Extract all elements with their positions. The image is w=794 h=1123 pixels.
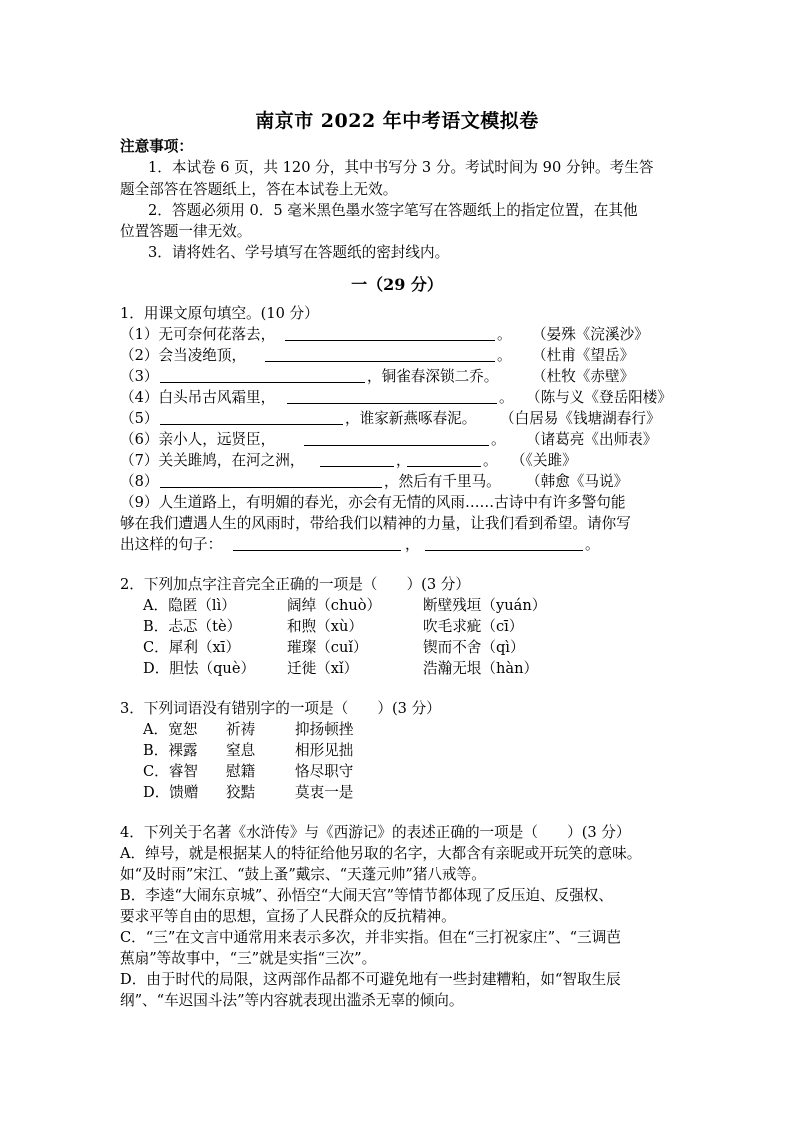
q1-item-7-comma: ，	[396, 452, 411, 469]
q1-item-5-after: ，谁家新燕啄春泥。	[345, 410, 477, 427]
q3-option-d: D．馈赠	[143, 784, 199, 801]
q2-option-d: D．胆怯（què）	[143, 660, 256, 677]
q3-option-c: C．睿智	[143, 763, 198, 780]
answer-blank[interactable]	[287, 389, 497, 404]
q4-line: D．由于时代的局限，这两部作品都不可避免地有一些封建糟粕，如“智取生辰	[120, 971, 621, 988]
question-2-stem: 2．下列加点字注音完全正确的一项是（ ）(3 分）	[120, 576, 470, 593]
q1-item-8-after: ，然后有千里马。	[384, 473, 501, 490]
q2-option-c-idiom: 锲而不舍（qì）	[423, 639, 525, 656]
q2-option-a-word: 阔绰（chuò）	[287, 597, 382, 614]
answer-blank[interactable]	[285, 326, 495, 341]
q1-item-1-text: （1）无可奈何花落去，	[120, 326, 276, 343]
notice-heading: 注意事项：	[120, 138, 193, 155]
answer-blank[interactable]	[320, 452, 394, 467]
notice-line: 位置答题一律无效。	[120, 223, 252, 240]
answer-blank[interactable]	[160, 368, 365, 383]
q1-item-6-text: （6）亲小人，远贤臣，	[120, 431, 276, 448]
q1-item-4-source: （陈与义《登岳阳楼》	[526, 389, 672, 406]
answer-blank[interactable]	[425, 536, 583, 551]
q1-item-8-source: （韩愈《马说》	[526, 473, 629, 490]
q1-item-3-after: ，铜雀春深锁二乔。	[367, 368, 499, 385]
q3-option-c-word: 慰籍	[226, 763, 256, 780]
q2-option-d-idiom: 浩瀚无垠（hàn）	[423, 660, 539, 677]
q1-item-9-line: （9）人生道路上，有明媚的春光，亦会有无情的风雨……古诗中有许多警句能	[120, 494, 626, 511]
q3-option-a-idiom: 抑扬顿挫	[295, 721, 354, 738]
answer-blank[interactable]	[265, 347, 495, 362]
q1-item-3-text: （3）	[120, 368, 159, 385]
q1-item-7-end: 。	[483, 452, 498, 469]
notice-line: 3．请将姓名、学号填写在答题纸的密封线内。	[148, 244, 450, 261]
q4-line: A．绰号，就是根据某人的特征给他另取的名字，大都含有亲昵或开玩笑的意味。	[120, 845, 642, 862]
answer-blank[interactable]	[304, 431, 489, 446]
q3-option-b-word: 窒息	[226, 742, 256, 759]
q1-item-2-source: （杜甫《望岳》	[532, 347, 635, 364]
q2-option-b-word: 和煦（xù）	[287, 618, 364, 635]
q1-item-9-end: 。	[585, 536, 600, 553]
page-title: 南京市 2022 年中考语文模拟卷	[255, 110, 539, 132]
q4-line: 如“及时雨”宋江、“鼓上蚤”戴宗、“天蓬元帅”猪八戒等。	[120, 866, 486, 883]
answer-blank[interactable]	[160, 410, 343, 425]
q2-option-a-idiom: 断壁残垣（yuán）	[423, 597, 547, 614]
q4-line: 蕉扇”等故事中，“三”就是实指“三次”。	[120, 950, 377, 967]
q2-option-a: A．隐匿（lì）	[143, 597, 236, 614]
q1-item-4-end: 。	[499, 389, 514, 406]
q1-item-7-text: （7）关关雎鸠，在河之洲，	[120, 452, 305, 469]
q1-item-6-source: （诸葛亮《出师表》	[526, 431, 658, 448]
q3-option-b: B．裸露	[143, 742, 198, 759]
question-1-stem: 1．用课文原句填空。(10 分）	[120, 305, 319, 322]
answer-blank[interactable]	[233, 536, 401, 551]
q1-item-3-source: （杜牧《赤壁》	[532, 368, 635, 385]
q3-option-a-word: 祈祷	[226, 721, 256, 738]
q2-option-b-idiom: 吹毛求疵（cī）	[423, 618, 524, 635]
q1-item-9-sep: ，	[405, 536, 420, 553]
section-heading: 一（29 分）	[351, 275, 443, 294]
notice-line: 题全部答在答题纸上，答在本试卷上无效。	[120, 181, 398, 198]
q1-item-5-source: （白居易《钱塘湖春行》	[500, 410, 661, 427]
q1-item-2-text: （2）会当凌绝顶，	[120, 347, 247, 364]
q1-item-1-end: 。	[497, 326, 512, 343]
q3-option-d-word: 狡黠	[226, 784, 256, 801]
q4-line: B．李逵“大闹东京城”、孙悟空“大闹天宫”等情节都体现了反压迫、反强权、	[120, 887, 613, 904]
q4-line: 纲”、“车迟国斗法”等内容就表现出滥杀无辜的倾向。	[120, 992, 464, 1009]
question-4-stem: 4．下列关于名著《水浒传》与《西游记》的表述正确的一项是（ ）(3 分）	[120, 824, 631, 841]
q2-option-c-word: 璀璨（cuǐ）	[287, 639, 368, 656]
q2-option-d-word: 迁徙（xǐ）	[287, 660, 359, 677]
q3-option-d-idiom: 莫衷一是	[295, 784, 354, 801]
q3-option-a: A．宽恕	[143, 721, 198, 738]
q1-item-7-source: （《关雎》	[511, 452, 577, 469]
q3-option-c-idiom: 恪尽职守	[295, 763, 354, 780]
q1-item-4-text: （4）白头吊古风霜里，	[120, 389, 276, 406]
q1-item-9-line: 出这样的句子：	[120, 536, 223, 553]
q1-item-8-text: （8）	[120, 473, 159, 490]
q4-line: C．“三”在文言中通常用来表示多次，并非实指。但在“三打祝家庄”、“三调芭	[120, 929, 621, 946]
q1-item-6-end: 。	[491, 431, 506, 448]
answer-blank[interactable]	[160, 473, 382, 488]
q2-option-b: B．忐忑（tè）	[143, 618, 242, 635]
question-3-stem: 3．下列词语没有错别字的一项是（ ）(3 分）	[120, 700, 441, 717]
q1-item-2-end: 。	[497, 347, 512, 364]
q1-item-9-line: 够在我们遭遇人生的风雨时，带给我们以精神的力量，让我们看到希望。请你写	[120, 515, 631, 532]
notice-line: 1．本试卷 6 页，共 120 分，其中书写分 3 分。考试时间为 90 分钟。考生答	[148, 159, 654, 176]
q2-option-c: C．犀利（xī）	[143, 639, 241, 656]
q3-option-b-idiom: 相形见拙	[295, 742, 354, 759]
q1-item-1-source: （晏殊《浣溪沙》	[532, 326, 649, 343]
q4-line: 要求平等自由的思想，宣扬了人民群众的反抗精神。	[120, 908, 456, 925]
notice-line: 2．答题必须用 0．5 毫米黑色墨水签字笔写在答题纸上的指定位置，在其他	[148, 202, 638, 219]
answer-blank[interactable]	[407, 452, 481, 467]
q1-item-5-text: （5）	[120, 410, 159, 427]
